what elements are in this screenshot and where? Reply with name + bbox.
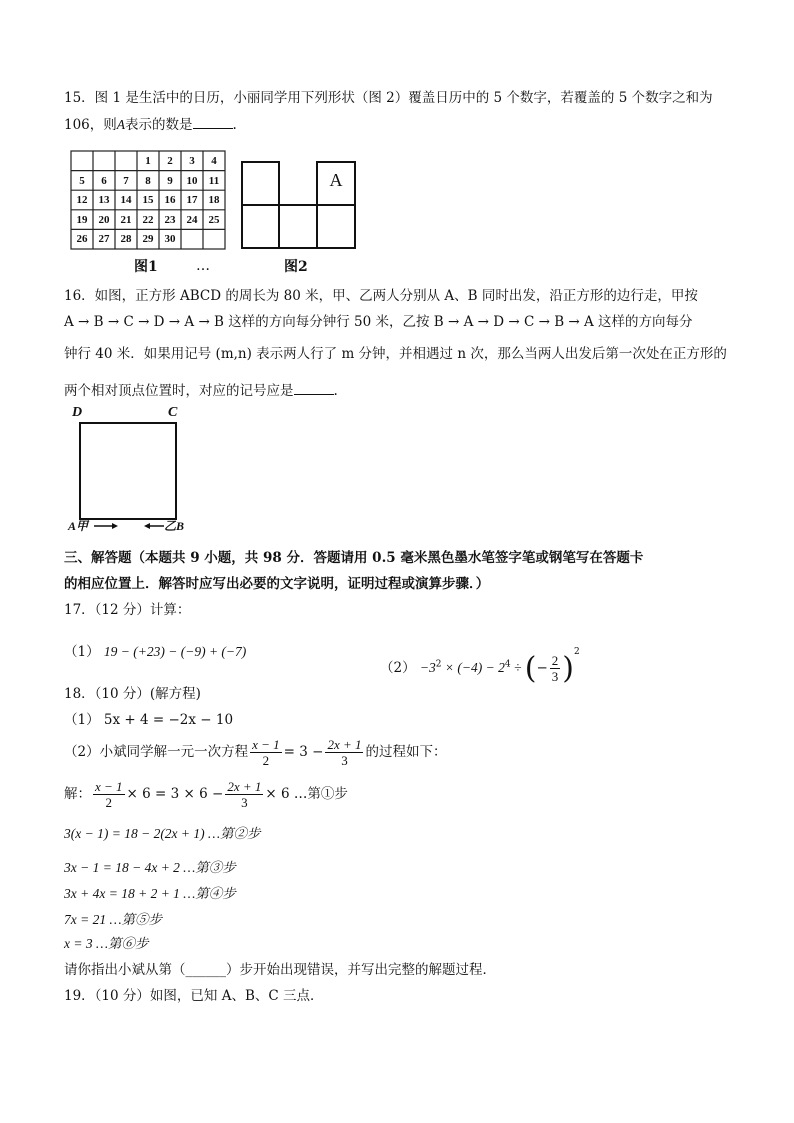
calendar-cell: 17: [186, 194, 198, 207]
calendar-cell: 12: [76, 194, 88, 207]
q17-p2-expr-c: ÷: [510, 660, 525, 675]
q18-frac2: [325, 737, 363, 768]
calendar-cell: 29: [142, 233, 154, 246]
q18-frac1-num: x − 1: [252, 737, 280, 752]
calendar-cell: 18: [208, 194, 220, 207]
q18-frac2-den: 3: [341, 753, 348, 768]
calendar-cell: 16: [164, 194, 176, 207]
q16-line1: 16．如图，正方形 ABCD 的周长为 80 米，甲、乙两人分别从 A、B 同时出发，沿正方形的边行走，甲按: [64, 288, 698, 304]
calendar-cell: 10: [186, 174, 198, 187]
q16-line2: A → B → C → D → A → B 这样的方向每分钟行 50 米，乙按 B → A → D → C → B → A 这样的方向每分: [64, 314, 693, 330]
q17-p2-label: （2）: [380, 660, 416, 676]
calendar-cell: 21: [120, 213, 132, 226]
q17-p2-exp2: 4: [504, 659, 511, 670]
q17-p1-expr: 19 − (+23) − (−9) + (−7): [103, 644, 247, 659]
q18-title: 18．（10 分）(解方程): [64, 686, 201, 702]
q18-p2-a: （2）小斌同学解一元一次方程: [64, 744, 249, 760]
q15-answer-blank[interactable]: [193, 114, 233, 129]
q18-step1: [64, 776, 348, 812]
q17-part1: [64, 642, 246, 662]
q17-p1-label: （1）: [64, 644, 100, 660]
square-abcd-figure: [68, 405, 198, 535]
q18-step1-frac1: [93, 779, 125, 810]
q15-line2-end: .: [232, 117, 237, 133]
fig1-dots: …: [196, 258, 210, 274]
cover-shape-figure: [240, 160, 360, 256]
calendar-cell: 22: [142, 213, 154, 226]
calendar-cell: 8: [145, 174, 151, 187]
calendar-figure: [70, 150, 228, 250]
vertex-d-label: D: [72, 405, 83, 420]
calendar-cell: 14: [120, 194, 132, 207]
calendar-cell: 19: [76, 213, 88, 226]
calendar-cell: 26: [76, 233, 88, 246]
vertex-c-label: C: [168, 405, 178, 420]
calendar-cell: [181, 229, 203, 249]
calendar-cell: 9: [167, 174, 173, 187]
q16-line4-text: 两个相对顶点位置时，对应的记号应是: [64, 383, 294, 399]
q16-line4: [64, 380, 338, 401]
q16-answer-blank[interactable]: [294, 380, 334, 395]
q18-step1-frac2-num: 2x + 1: [227, 779, 262, 794]
q17-p2-exp3: 2: [573, 647, 580, 657]
q15-line2-a: 106，则: [64, 117, 117, 133]
q18-step1-b: × 6 …第①步: [265, 786, 348, 802]
q18-step1-frac1-den: 2: [105, 795, 113, 810]
calendar-cell: 3: [189, 155, 195, 167]
q17-p2-expr-b: × (−4) − 2: [441, 660, 505, 675]
q18-step1-frac2-den: 3: [241, 795, 248, 810]
section3-line2: 的相应位置上．解答时应写出必要的文字说明，证明过程或演算步骤．）: [64, 576, 490, 592]
fig2-label: 图2: [284, 259, 308, 275]
q18-p2-mid: = 3 −: [283, 744, 324, 760]
q17-frac-den: 3: [551, 669, 559, 684]
q18-p2-b: 的过程如下：: [365, 744, 447, 760]
q16-line4-end: .: [333, 383, 338, 399]
q17-p2-exp1: 2: [435, 659, 442, 670]
q18-frac1: [250, 737, 282, 768]
q18-part1: （1） 5x + 4 = −2x − 10: [64, 712, 234, 728]
q17-frac-num: 2: [551, 653, 559, 668]
calendar-cell: [93, 151, 115, 171]
q18-frac2-num: 2x + 1: [327, 737, 362, 752]
calendar-cell: 5: [79, 174, 85, 187]
calendar-cell: [203, 229, 225, 249]
q19-title: 19．（10 分）如图，已知 A、B、C 三点．: [64, 988, 324, 1004]
q15-line2-b: 表示的数是: [125, 117, 193, 133]
calendar-cell: 25: [208, 213, 220, 226]
calendar-cell: 24: [186, 213, 198, 226]
q18-step6: x = 3 …第⑥步: [64, 936, 149, 951]
q18-step1-frac2: [225, 779, 263, 810]
calendar-cell: 7: [123, 174, 129, 187]
q18-step2: 3(x − 1) = 18 − 2(2x + 1) …第②步: [64, 826, 261, 841]
q18-step1-prefix: 解：: [64, 786, 91, 802]
calendar-cell: 13: [98, 194, 110, 207]
section3-line1: 三、解答题（本题共 9 小题，共 98 分．答题请用 0.5 毫米黑色墨水笔签字笔或钢笔写在答题卡: [64, 550, 644, 566]
calendar-cell: 23: [164, 213, 176, 226]
calendar-cell: 11: [208, 174, 220, 187]
q18-step1-a: × 6 = 3 × 6 −: [126, 786, 224, 802]
q17-fraction: [550, 653, 561, 684]
q18-step1-frac1-num: x − 1: [95, 779, 123, 794]
q18-frac1-den: 2: [262, 753, 270, 768]
calendar-cell: 28: [120, 233, 132, 246]
calendar-cell: 27: [98, 233, 110, 246]
calendar-cell: 15: [142, 194, 154, 207]
calendar-cell: 20: [98, 213, 110, 226]
q17-right-paren: ): [562, 650, 574, 686]
q17-left-paren: (: [524, 650, 537, 686]
q18-step4: 3x + 4x = 18 + 2 + 1 …第④步: [64, 886, 236, 901]
q18-part2: [64, 734, 446, 770]
q18-step5: 7x = 21 …第⑤步: [64, 912, 162, 927]
q17-p2-expr-a: −3: [419, 660, 436, 675]
vertex-b-label: 乙B: [164, 519, 185, 533]
square-abcd: [68, 405, 198, 535]
q17-title: 17．（12 分）计算：: [64, 602, 191, 618]
calendar-cell: [115, 151, 137, 171]
calendar-cell: 1: [145, 155, 151, 167]
calendar-cell: 30: [164, 233, 176, 246]
q18-ask: 请你指出小斌从第（______）步开始出现错误，并写出完整的解题过程．: [64, 962, 496, 978]
q15-line2: [64, 114, 237, 135]
q16-line3: 钟行 40 米．如果用记号 (m,n) 表示两人行了 m 分钟，并相遇过 n 次，那么当两人出发后第一次处在正方形的: [64, 346, 727, 362]
q15-var-a: A: [116, 117, 126, 132]
q18-step3: 3x − 1 = 18 − 4x + 2 …第③步: [64, 860, 236, 875]
calendar-cell: [71, 151, 93, 171]
q17-part2: $(2) -3^2 \times (-4) - 2^4$ ÷ (− $\frac{2}{3}$ )$^2$: [380, 647, 580, 686]
q15-line1: 15．图 1 是生活中的日历，小丽同学用下列形状（图 2）覆盖日历中的 5 个数字，若覆盖的 5 个数字之和为: [64, 90, 713, 106]
fig1-label: 图1: [134, 259, 158, 275]
calendar-cell: 2: [167, 155, 173, 167]
calendar-cell: 6: [101, 174, 107, 187]
calendar-cell: 4: [211, 155, 217, 167]
vertex-a-label: A甲: [68, 519, 89, 533]
shape-cell-a-label: A: [329, 170, 343, 190]
